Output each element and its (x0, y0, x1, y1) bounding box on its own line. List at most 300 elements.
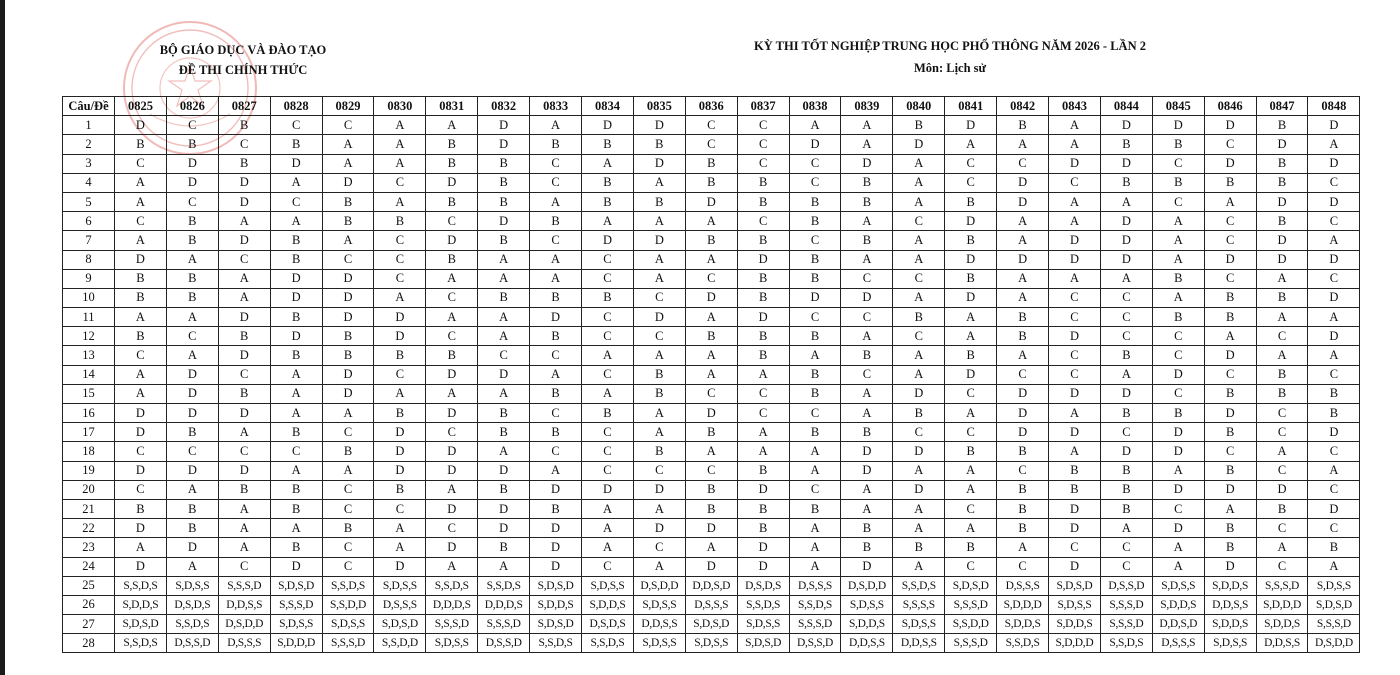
answer-cell: D (1049, 384, 1101, 403)
answer-cell: S,D,D,S (115, 595, 167, 614)
answer-cell: D (1204, 557, 1256, 576)
answer-cell: A (270, 365, 322, 384)
answer-cell: B (426, 346, 478, 365)
answer-cell: A (322, 154, 374, 173)
answer-cell: S,S,S,D (1308, 615, 1360, 634)
answer-cell: C (218, 250, 270, 269)
answer-cell: S,D,D,D (1256, 595, 1308, 614)
answer-cell: C (166, 327, 218, 346)
answer-cell: S,D,S,D (115, 615, 167, 634)
answer-cell: B (322, 442, 374, 461)
answer-cell: B (841, 173, 893, 192)
answer-cell: C (1308, 480, 1360, 499)
official-label: ĐỀ THI CHÍNH THỨC (178, 63, 308, 77)
answer-cell: C (789, 308, 841, 327)
answer-cell: C (115, 212, 167, 231)
answer-cell: B (582, 288, 634, 307)
answer-cell: C (322, 538, 374, 557)
answer-cell: B (166, 519, 218, 538)
answer-cell: S,D,S,D (1049, 576, 1101, 595)
answer-cell: B (737, 269, 789, 288)
answer-cell: S,D,S,D (685, 615, 737, 634)
exam-code-header: 0846 (1204, 97, 1256, 116)
answer-cell: A (374, 192, 426, 211)
answer-cell: D (737, 557, 789, 576)
answer-cell: A (737, 365, 789, 384)
answer-cell: B (218, 116, 270, 135)
answer-cell: C (1308, 519, 1360, 538)
answer-cell: A (218, 269, 270, 288)
answer-cell: B (115, 327, 167, 346)
answer-cell: S,D,S,D (530, 615, 582, 634)
question-number: 3 (63, 154, 115, 173)
answer-cell: C (426, 327, 478, 346)
answer-cell: B (737, 519, 789, 538)
answer-cell: D (685, 519, 737, 538)
answer-cell: C (893, 269, 945, 288)
answer-cell: A (374, 288, 426, 307)
answer-cell: D (1100, 116, 1152, 135)
answer-cell: A (478, 327, 530, 346)
answer-cell: C (1100, 423, 1152, 442)
answer-cell: S,D,S,S (374, 576, 426, 595)
answer-cell: A (322, 461, 374, 480)
answer-cell: A (322, 231, 374, 250)
answer-cell: B (478, 192, 530, 211)
exam-code-header: 0844 (1100, 97, 1152, 116)
answer-cell: D,S,S,S (685, 595, 737, 614)
answer-cell: D (115, 557, 167, 576)
answer-cell: D (1256, 250, 1308, 269)
answer-cell: C (945, 384, 997, 403)
answer-cell: B (893, 116, 945, 135)
answer-cell: B (1256, 288, 1308, 307)
exam-code-header: 0841 (945, 97, 997, 116)
answer-cell: B (893, 538, 945, 557)
answer-cell: D,D,S,S (218, 595, 270, 614)
answer-cell: B (789, 423, 841, 442)
answer-cell: D (1100, 384, 1152, 403)
answer-cell: D (582, 480, 634, 499)
answer-cell: C (1049, 365, 1101, 384)
answer-cell: A (270, 461, 322, 480)
answer-cell: B (166, 423, 218, 442)
answer-cell: C (945, 499, 997, 518)
table-row (63, 154, 1360, 173)
answer-cell: A (1204, 327, 1256, 346)
answer-cell: C (1204, 442, 1256, 461)
answer-cell: C (374, 231, 426, 250)
answer-cell: C (633, 538, 685, 557)
answer-cell: C (1308, 212, 1360, 231)
answer-cell: B (1256, 154, 1308, 173)
answer-cell: D (1152, 519, 1204, 538)
answer-cell: C (1100, 288, 1152, 307)
answer-cell: D (270, 154, 322, 173)
answer-cell: D (737, 480, 789, 499)
answer-cell: D (270, 288, 322, 307)
answer-cell: D (530, 557, 582, 576)
answer-cell: A (1256, 269, 1308, 288)
answer-cell: B (322, 519, 374, 538)
answer-cell: C (115, 480, 167, 499)
answer-cell: D,S,S,D (478, 634, 530, 653)
answer-cell: C (582, 365, 634, 384)
answer-cell: C (530, 346, 582, 365)
answer-cell: D (1152, 480, 1204, 499)
answer-cell: A (582, 346, 634, 365)
exam-code-header: 0838 (789, 97, 841, 116)
answer-cell: D (115, 519, 167, 538)
answer-cell: B (322, 192, 374, 211)
answer-cell: D (1256, 231, 1308, 250)
table-row (63, 595, 1360, 614)
answer-cell: B (893, 308, 945, 327)
answer-cell: B (1152, 269, 1204, 288)
answer-cell: S,D,S,S (426, 634, 478, 653)
answer-cell: B (1204, 538, 1256, 557)
question-number: 10 (63, 288, 115, 307)
answer-cell: D (1204, 480, 1256, 499)
answer-cell: D (997, 423, 1049, 442)
answer-cell: D (115, 250, 167, 269)
answer-cell: C (582, 327, 634, 346)
answer-cell: B (1100, 404, 1152, 423)
answer-cell: C (737, 384, 789, 403)
answer-cell: A (1308, 308, 1360, 327)
answer-cell: B (1308, 538, 1360, 557)
answer-cell: D (945, 116, 997, 135)
answer-cell: D (1256, 192, 1308, 211)
answer-cell: A (1049, 135, 1101, 154)
answer-cell: A (322, 404, 374, 423)
answer-cell: A (115, 192, 167, 211)
table-row (63, 404, 1360, 423)
answer-cell: A (322, 135, 374, 154)
answer-cell: B (582, 404, 634, 423)
answer-cell: A (685, 346, 737, 365)
answer-cell: D (530, 308, 582, 327)
answer-cell: A (115, 173, 167, 192)
answer-cell: C (478, 346, 530, 365)
answer-cell: S,D,S,S (1049, 595, 1101, 614)
answer-cell: D (374, 327, 426, 346)
subject-label: Môn: Lịch sử (913, 61, 987, 75)
answer-cell: A (166, 480, 218, 499)
answer-cell: C (1152, 499, 1204, 518)
answer-cell: S,D,D,D (997, 595, 1049, 614)
answer-cell: D (478, 212, 530, 231)
answer-cell: B (1100, 346, 1152, 365)
answer-cell: A (841, 384, 893, 403)
answer-cell: C (582, 250, 634, 269)
answer-cell: C (1256, 519, 1308, 538)
answer-cell: A (841, 327, 893, 346)
answer-cell: D (166, 154, 218, 173)
answer-cell: C (1049, 173, 1101, 192)
answer-cell: B (530, 423, 582, 442)
answer-cell: B (166, 231, 218, 250)
answer-cell: D (426, 461, 478, 480)
answer-cell: D,D,S,S (841, 634, 893, 653)
answer-cell: B (426, 135, 478, 154)
answer-cell: A (530, 269, 582, 288)
answer-cell: D (997, 192, 1049, 211)
answer-cell: B (789, 327, 841, 346)
answer-cell: A (1152, 231, 1204, 250)
answer-cell: A (582, 154, 634, 173)
answer-cell: A (1308, 346, 1360, 365)
answer-cell: C (374, 173, 426, 192)
answer-cell: S,D,S,D (1308, 595, 1360, 614)
answer-cell: S,D,S,S (270, 615, 322, 634)
question-number: 15 (63, 384, 115, 403)
answer-cell: C (893, 327, 945, 346)
answer-cell: B (1152, 173, 1204, 192)
answer-cell: A (841, 212, 893, 231)
answer-cell: S,D,D,S (582, 595, 634, 614)
answer-cell: B (945, 538, 997, 557)
answer-cell: A (530, 192, 582, 211)
answer-cell: C (1204, 231, 1256, 250)
answer-cell: C (582, 308, 634, 327)
answer-cell: D (1308, 423, 1360, 442)
answer-cell: D (633, 519, 685, 538)
answer-cell: C (530, 404, 582, 423)
answer-cell: A (893, 154, 945, 173)
question-number: 17 (63, 423, 115, 442)
answer-cell: C (789, 154, 841, 173)
answer-cell: D (374, 461, 426, 480)
question-number: 18 (63, 442, 115, 461)
answer-cell: D,S,S,S (1152, 634, 1204, 653)
answer-cell: B (582, 192, 634, 211)
answer-cell: D,D,S,S (633, 615, 685, 634)
answer-cell: A (789, 346, 841, 365)
answer-cell: D (530, 519, 582, 538)
answer-cell: C (945, 423, 997, 442)
exam-code-header: 0828 (270, 97, 322, 116)
answer-cell: C (737, 116, 789, 135)
answer-cell: S,D,D,S (997, 615, 1049, 634)
answer-cell: B (478, 173, 530, 192)
answer-cell: D (1152, 423, 1204, 442)
answer-cell: A (1152, 461, 1204, 480)
answer-cell: D (1152, 116, 1204, 135)
answer-cell: A (1152, 212, 1204, 231)
answer-cell: D (1308, 116, 1360, 135)
answer-cell: C (1100, 557, 1152, 576)
answer-cell: A (1152, 250, 1204, 269)
question-number: 4 (63, 173, 115, 192)
answer-cell: A (478, 308, 530, 327)
answer-cell: A (841, 135, 893, 154)
answer-cell: A (426, 384, 478, 403)
answer-cell: C (1256, 404, 1308, 423)
answer-cell: A (997, 288, 1049, 307)
answer-cell: B (530, 288, 582, 307)
answer-cell: C (322, 499, 374, 518)
answer-cell: S,D,S,D (270, 576, 322, 595)
answer-cell: C (841, 308, 893, 327)
answer-cell: C (685, 384, 737, 403)
answer-cell: S,S,S,D (218, 576, 270, 595)
answer-cell: C (945, 173, 997, 192)
answer-cell: C (582, 461, 634, 480)
answer-cell: B (270, 250, 322, 269)
question-number: 24 (63, 557, 115, 576)
question-number: 27 (63, 615, 115, 634)
question-number: 16 (63, 404, 115, 423)
answer-cell: S,D,S,S (893, 615, 945, 634)
answer-cell: S,S,S,S (893, 595, 945, 614)
exam-title: KỲ THI TỐT NGHIỆP TRUNG HỌC PHỔ THÔNG NĂM 2026 - LẦN 2 (754, 39, 1146, 53)
answer-cell: B (737, 231, 789, 250)
answer-cell: A (115, 231, 167, 250)
answer-cell: C (789, 173, 841, 192)
answer-cell: A (893, 557, 945, 576)
answer-cell: A (530, 461, 582, 480)
answer-cell: D (374, 308, 426, 327)
answer-cell: D (322, 288, 374, 307)
answer-cell: A (426, 116, 478, 135)
answer-cell: B (530, 135, 582, 154)
answer-cell: A (893, 250, 945, 269)
answer-cell: A (685, 442, 737, 461)
answer-cell: D (633, 116, 685, 135)
answer-cell: A (115, 538, 167, 557)
answer-cell: A (270, 404, 322, 423)
answer-cell: C (997, 557, 1049, 576)
answer-cell: S,D,S,D (530, 576, 582, 595)
answer-cell: C (789, 404, 841, 423)
answer-cell: C (582, 442, 634, 461)
answer-cell: A (893, 192, 945, 211)
answer-cell: A (1049, 116, 1101, 135)
answer-cell: B (685, 231, 737, 250)
answer-cell: A (997, 346, 1049, 365)
answer-cell: D (1308, 154, 1360, 173)
answer-cell: C (945, 557, 997, 576)
answer-cell: B (685, 154, 737, 173)
answer-cell: D (1308, 250, 1360, 269)
answer-cell: B (945, 442, 997, 461)
answer-cell: A (426, 308, 478, 327)
answer-cell: B (1256, 384, 1308, 403)
answer-cell: A (374, 384, 426, 403)
answer-cell: D (426, 499, 478, 518)
answer-cell: D (478, 499, 530, 518)
answer-cell: B (841, 538, 893, 557)
answer-cell: C (1049, 538, 1101, 557)
answer-cell: A (218, 519, 270, 538)
answer-cell: S,S,D,S (478, 576, 530, 595)
answer-cell: D (582, 231, 634, 250)
answer-cell: A (893, 288, 945, 307)
answer-cell: B (633, 135, 685, 154)
answer-cell: C (322, 423, 374, 442)
answer-cell: D (478, 365, 530, 384)
answer-cell: B (789, 384, 841, 403)
answer-cell: B (789, 212, 841, 231)
answer-cell: S,D,S,S (322, 615, 374, 634)
answer-cell: C (1152, 192, 1204, 211)
answer-cell: D (322, 173, 374, 192)
answer-cell: C (115, 442, 167, 461)
answer-cell: D,S,S,D (789, 634, 841, 653)
answer-cell: B (737, 499, 789, 518)
exam-code-header: 0840 (893, 97, 945, 116)
answer-cell: B (1204, 288, 1256, 307)
exam-code-header: 0833 (530, 97, 582, 116)
answer-cell: C (530, 442, 582, 461)
answer-cell: D (841, 154, 893, 173)
answer-cell: B (478, 231, 530, 250)
table-row (63, 557, 1360, 576)
answer-cell: B (166, 212, 218, 231)
answer-cell: B (841, 192, 893, 211)
answer-cell: D (426, 365, 478, 384)
answer-cell: B (633, 365, 685, 384)
question-number: 9 (63, 269, 115, 288)
answer-cell: C (270, 192, 322, 211)
exam-code-header: 0837 (737, 97, 789, 116)
answer-cell: S,D,S,S (1204, 634, 1256, 653)
answer-cell: S,S,D,S (322, 576, 374, 595)
answer-cell: C (1049, 288, 1101, 307)
answer-cell: A (997, 538, 1049, 557)
answer-cell: S,S,D,S (1100, 634, 1152, 653)
table-row (63, 250, 1360, 269)
answer-cell: A (1049, 269, 1101, 288)
answer-cell: C (374, 499, 426, 518)
answer-cell: S,S,D,S (426, 576, 478, 595)
answer-cell: A (166, 557, 218, 576)
question-number: 20 (63, 480, 115, 499)
answer-cell: B (115, 288, 167, 307)
answer-cell: C (737, 135, 789, 154)
answer-cell: A (893, 499, 945, 518)
answer-cell: C (1308, 173, 1360, 192)
answer-cell: C (945, 154, 997, 173)
answer-cell: B (945, 192, 997, 211)
answer-cell: C (841, 365, 893, 384)
table-row (63, 116, 1360, 135)
corner-header: Câu/Đề (63, 97, 115, 116)
answer-cell: C (1256, 557, 1308, 576)
answer-cell: A (633, 269, 685, 288)
answer-cell: S,S,S,D (426, 615, 478, 634)
answer-cell: D (789, 288, 841, 307)
answer-cell: B (633, 384, 685, 403)
answer-cell: C (1100, 308, 1152, 327)
answer-cell: D (115, 404, 167, 423)
answer-cell: S,D,D,S (841, 615, 893, 634)
answer-cell: D (322, 384, 374, 403)
table-row (63, 423, 1360, 442)
answer-cell: D (322, 365, 374, 384)
answer-cell: D (426, 173, 478, 192)
answer-cell: A (1152, 288, 1204, 307)
answer-cell: C (737, 154, 789, 173)
answer-cell: C (1256, 423, 1308, 442)
answer-cell: B (737, 461, 789, 480)
answer-cell: B (1152, 135, 1204, 154)
answer-cell: B (1100, 135, 1152, 154)
answer-cell: B (270, 308, 322, 327)
answer-cell: A (841, 116, 893, 135)
answer-cell: A (893, 519, 945, 538)
